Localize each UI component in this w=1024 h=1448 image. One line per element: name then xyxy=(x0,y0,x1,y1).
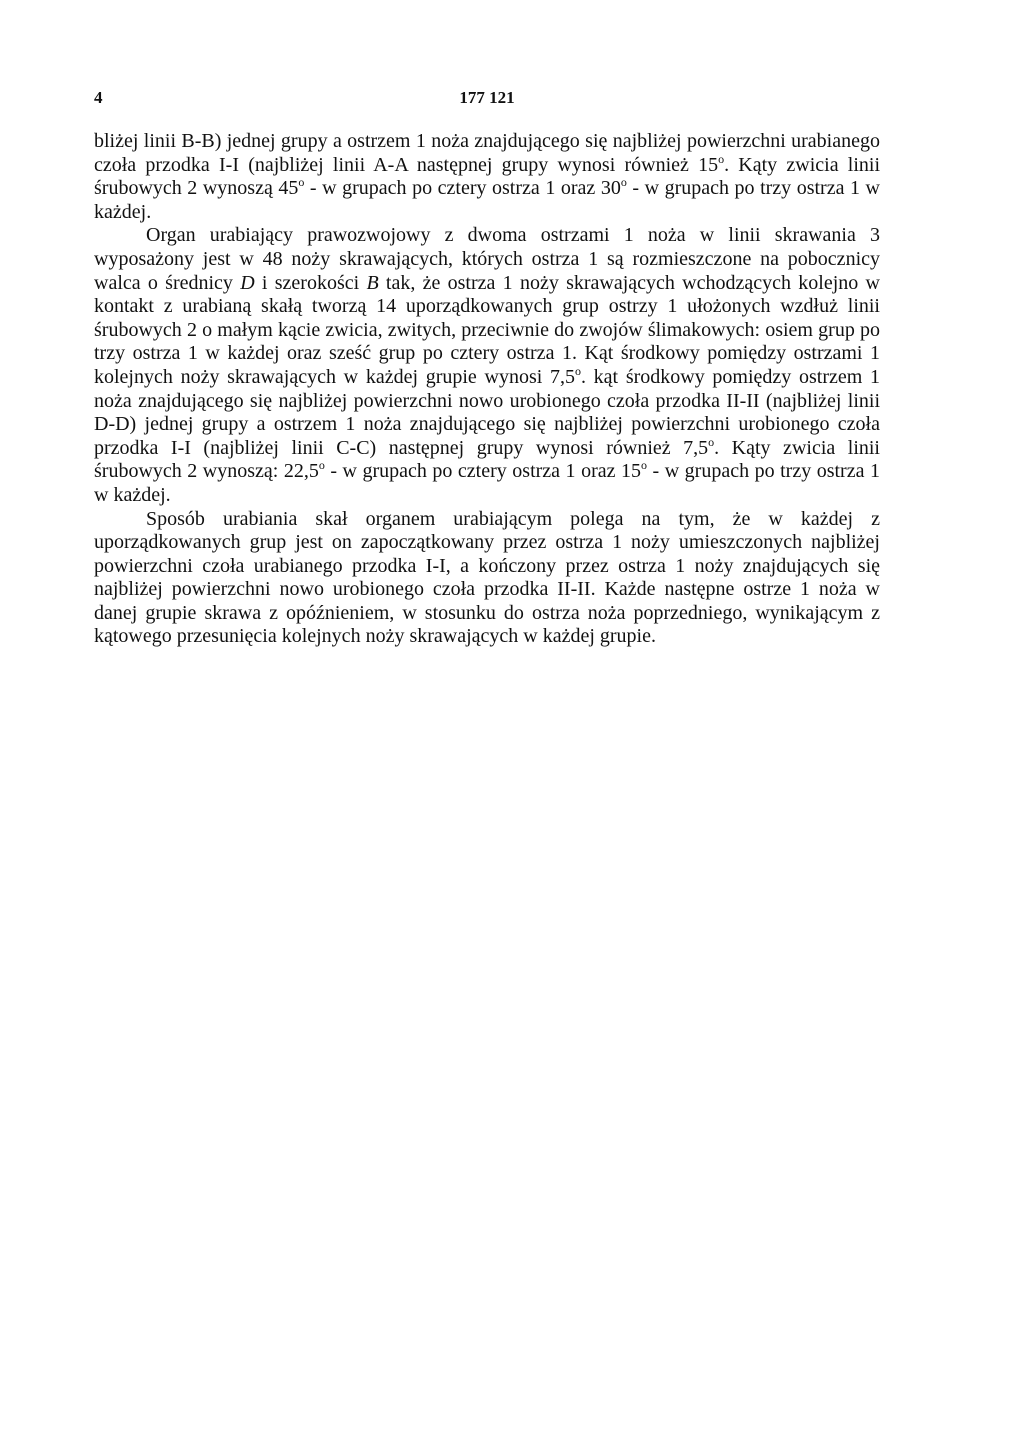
text-run: . Kąty zwicia linii śrubowych 2 wynoszą: 22,5 xyxy=(94,436,880,483)
text-run: bliżej linii B-B) jednej grupy a ostrzem 1 noża znajdującego się najbliżej powierzchni urabianego czoła przodka I-I (najbliżej linii A-A następnej grupy wynosi również 15 xyxy=(94,130,880,176)
degree-superscript: o xyxy=(708,434,715,449)
text-run: Sposób urabiania skał organem urabiającym polega na tym, że w każdej z uporządkowanych grup jest on zapoczątkowany przez ostrza 1 noży umieszczonych najbliżej powierzchni czoła urabianego przodka I-I, a kończony przez ostrza 1 noży znajdujących się najbliżej powierzchni nowo urobionego czoła przodka II-II. Każde następne ostrze 1 noża w danej grupie skrawa z opóźnieniem, w stosunku do ostrza noża poprzedniego, wynikającym z kątowego przesunięcia kolejnych noży skrawających w każdej grupie. xyxy=(94,507,880,648)
text-run: - w grupach po trzy ostrza 1 w każdej. xyxy=(94,460,880,506)
text-run: i szerokości xyxy=(254,271,367,294)
degree-superscript: o xyxy=(718,151,725,166)
text-run: - w grupach po cztery ostrza 1 oraz 15 xyxy=(324,460,642,483)
body-text xyxy=(94,130,880,649)
text-run: tak, że ostrza 1 noży skrawających wchodzących kolejno w kontakt z urabianą skałą tworzą 14 uporządkowanych grup ostrzy 1 ułożonych wzdłuż linii śrubowych 2 o małym kącie zwicia, zwitych, przeciwnie do zwojów ślimakowych: osiem grup po trzy ostrza 1 w każdej oraz sześć grup po cztery ostrza 1. Kąt środkowy pomiędzy ostrzami 1 kolejnych noży skrawających w każdej grupie wynosi 7,5 xyxy=(94,271,880,388)
paragraph xyxy=(94,224,880,507)
text-run: . Kąty zwicia linii śrubowych 2 wynoszą 45 xyxy=(94,153,880,200)
degree-superscript: o xyxy=(620,175,627,190)
paragraph xyxy=(94,508,880,650)
text-run: Organ urabiający prawozwojowy z dwoma ostrzami 1 noża w linii skrawania 3 wyposażony jest w 48 noży skrawających, których ostrza 1 są rozmieszczone na pobocznicy walca o średnicy xyxy=(94,224,880,294)
text-run: - w grupach po cztery ostrza 1 oraz 30 xyxy=(304,177,621,200)
text-run: . kąt środkowy pomiędzy ostrzem 1 noża znajdującego się najbliżej powierzchni nowo urobionego czoła przodka II-II (najbliżej linii D-D) jednej grupy a ostrzem 1 noża znajdującego się najbliżej powierzchni urobionego czoła przodka I-I (najbliżej linii C-C) następnej grupy wynosi również 7,5 xyxy=(94,365,880,459)
page-number: 4 xyxy=(94,88,103,107)
italic-symbol: D xyxy=(240,271,255,294)
text-run: - w grupach po trzy ostrza 1 w każdej. xyxy=(94,177,880,223)
degree-superscript: o xyxy=(298,175,305,190)
degree-superscript: o xyxy=(641,458,648,473)
page-header xyxy=(94,88,880,112)
degree-superscript: o xyxy=(318,458,325,473)
italic-symbol: B xyxy=(366,271,379,294)
patent-number: 177 121 xyxy=(459,88,515,107)
degree-superscript: o xyxy=(574,363,581,378)
paragraph xyxy=(94,130,880,224)
